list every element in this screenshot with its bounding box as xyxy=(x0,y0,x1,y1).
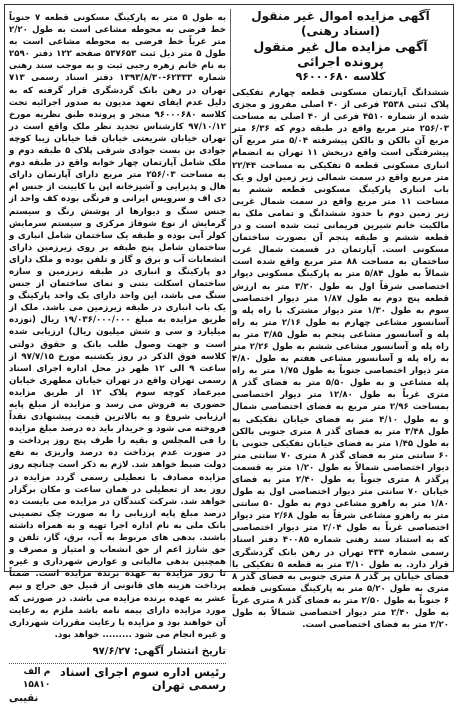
signature-line xyxy=(9,663,226,692)
left-paragraph: به طول ۵ متر به پارکینگ مسکونی قطعه ۷ جنوباً خط فرضی به محوطه مشاعی است به طول ۲/۲۰ متر غرباً خط فرضی به محوطه مشاعی است به طول ۵ متر ذیل ثبت ۵۳۷۶۵۳ صفحه ۱۲۲ دفتر ۲۵۹۰ به نام خانم زهره رجبی ثبت و به موجب سند رهنی شماره ۶۲۳۳۳-۱۳۹۳/۸/۳۰ دفتر اسناد رسمی ۷۱۳ تهران در رهن بانک گردشگری قرار گرفته که به دلیل عدم ایفای تعهد مدیون به صدور اجرائیه تحت کلاسه ۹۶۰۰۰۶۸۰ منجر و پرونده طبق نظریه مورخ ۹۷/۱۰/۱۲ کارشناس تجدید نظر ملک واقع است در تهران خیابان شریعتی خیابان قبا خیابان زیبا کوچه جوادی بن بست جوادی شرقی پلاک ۵ طبقه دوم و ملک شامل آپارتمان چهار خوابه واقع در طبقه دوم به مساحت ۲۵۶/۰۳ متر مربع دارای آپارتمان دارای هال و پذیرایی و آشپزخانه اپن با کابینت از جنس ام دی اف و سرویس ایرانی و فرنگی بوده کف واحد از جنس سنگ و دیوارها از پوشش رنگ و سیستم گرمایش از نوع شوفاژ مرکزی و سیستم سرمایش کولر آبی بوده و طبقه یک ساختمان شامل انباری و ساختمان شامل پنج طبقه بر روی زیرزمین دارای انشعابات آب و برق و گاز و تلفن بوده و ملک دارای دو پارکینگ و انباری در طبقه زیرزمین و سازه ساختمان اسکلت بتنی و نمای ساختمان از جنس سنگ می باشد، این واحد دارای یک واحد پارکینگ و یک باب انباری در طبقه زیرزمین می باشد. ملک از طریق مزایده به مبلغ ۱۹/۰۳۶/۰۰۰/۰۰۰ ریال (نوزده میلیارد و سی و شش میلیون ریال) ارزیابی شده است و جهت وصول طلب بانک و حقوق دولتی کلاسه فوق الذکر در روز یکشنبه مورخ ۹۷/۷/۱۵ از ساعت ۹ الی ۱۲ ظهر در محل اداره اجرای اسناد رسمی تهران واقع در تهران خیابان مطهری خیابان میرعماد کوچه سوم پلاک ۱۲ از طریق مزایده حضوری به فروش می رسد و مزایده از مبلغ پایه ارزیابی شروع و به بالاترین قیمت پیشنهادی نقداً فروخته می شود و خریدار باید ده درصد مبلغ مزایده را فی المجلس و بقیه را ظرف پنج روز پرداخت و در صورت عدم پرداخت ده درصد واریزی به نفع دولت ضبط خواهد شد. لازم به ذکر است چنانچه روز مزایده مصادف با تعطیلی رسمی گردد مزایده در روز بعد از تعطیلی در همان ساعت و مکان برگزار خواهد شد. شرکت کنندگان در مزایده می بایست ده درصد مبلغ پایه ارزیابی را به صورت چک تضمینی بانک ملی به نام اداره اجرا تهیه و به همراه داشته باشند. بدهی های مربوط به آب، برق، گاز، تلفن و حق شارژ اعم از حق انشعاب و امتیاز و مصرف و همچنین بدهی مالیاتی و عوارض شهرداری و غیره تا روز مزایده به عهده برنده مزایده است. ضمناً پرداخت هزینه های قانونی از قبیل حق حراج و نیم عشر به عهده برنده مزایده می باشد. در صورتی که مورد مزایده دارای بیمه نامه باشد ملزم به رعایت آن خواهند بود و مزایده با رعایت مقررات شهرداری و غیره انجام می شود ......... خواهد بود. xyxy=(9,13,227,640)
publish-date: تاریخ انتشار آگهی: ۹۷/۶/۲۷ xyxy=(92,645,226,657)
right-column xyxy=(232,9,450,631)
signer-name: نقیبی xyxy=(9,692,39,704)
notice-title-line1: آگهی مزایده اموال غیر منقول (اسناد رهنی) xyxy=(251,9,430,38)
notice-code: م الف ۱۵۸۱۰ xyxy=(22,666,51,690)
notice-title-line2: آگهی مزایده مال غیر منقول پرونده اجرائی xyxy=(253,39,428,69)
notice-footer xyxy=(9,645,226,705)
signer-title: رئیس اداره سوم اجرای اسناد رسمی تهران xyxy=(59,664,226,692)
left-column-text xyxy=(9,12,226,641)
right-column-text xyxy=(232,87,449,631)
notice-case-number: کلاسه ۹۶۰۰۰۶۸۰ xyxy=(295,70,386,83)
newspaper-notice xyxy=(4,4,454,704)
notice-heading xyxy=(232,9,449,84)
left-column xyxy=(9,9,227,704)
notice-columns xyxy=(9,9,450,704)
right-paragraph: ششدانگ آپارتمان مسکونی قطعه چهارم تفکیکی پلاک ثبتی ۳۵۳۸ فرعی از ۴۰ اصلی مفروز و مجزی شده از شماره ۴۵۱۰ فرعی از ۴۰ اصلی به مساحت ۲۵۶/۰۳ متر مربع واقع در طبقه دوم که ۶/۳۶ متر مربع آن بالکن و بالکن پیشرفته ۵/۰۴ متر مربع آن پیشرفتگی است واقع دریخش ۱۱ تهران به انضمام انباری مسکونی قطعه ۵ تفکیکی به مساحت ۲۲/۴۴ متر مربع واقع در سمت شمالی زیر زمین اول و یک باب انباری پارکینگ مسکونی قطعه ششم به مساحت ۱۱ متر مربع واقع در سمت شمال غربی زیر زمین دوم با حدود ششدانگ و تمامی ملک به مالکیت خانم شیرین فریمانی ثبت شده است و در قطعه ششم و طبقه پنجم آن بصورت ساختمان مسکونی است. آپارتمان در قسمت شمال غرب ساختمان به مساحت ۸۸ متر مربع واقع شده است شمالاً به طول ۵/۸۴ متر به پارکینگ مسکونی دیوار اختصاصی شرقاً اول به طول ۳/۲۰ متر به ارزش قطعه پنج دوم به طول ۱/۸۷ متر دیوار اختصاصی سوم به طول ۱/۳۰ متر دیوار مشترک با راه پله و آسانسور مشاعی چهارم به طول ۲/۱۶ متر به راه پله و آسانسور مشاعی پنجم به طول ۳/۸۵ متر به راه پله و آسانسور مشاعی ششم به طول ۲/۲۶ متر به راه پله و آسانسور مشاعی هفتم به طول ۴/۸۰ متر دیوار اختصاصی جنوباً به طول ۱/۷۵ متر به راه پله مشاعی و به طول ۵/۵۰ متر به فضای گذر ۸ متری غرباً به طول ۱۲/۸۰ متر دیوار اختصاصی بمساحت ۲/۹۶ متر مربع به فضای اختصاصی شمال و به طول ۴/۱۰ متر به فضای خیابان تفکیکی به طول ۳/۴۸ متر به فضای گذر ۸ متری جنوبی بالکن به طول ۱/۴۵ متر به فضای خیابان تفکیکی جنوبی با ۶۰ سانتی متر به فضای گذر ۸ متری ۷۰ سانتی متر دیوار اختصاصی شمالاً به طول ۱/۲۰ متر به قسمت پرگذر ۸ متری جنوباً به طول ۲/۴۰ متر به فضای خیابان ۷۰ سانتی متر دیوار اختصاصی اول به طول ۱/۸۰ متر به راهرو مشاعی دوم به طول ۵۰ سانتی متر به راهرو مشاعی شرقاً به طول ۲/۶۸ متر دیوار اختصاصی غرباً به طول ۲/۰۴ متر دیوار اختصاصی که به استناد سند رهنی شماره ۴۰۰۸۵ دفتر اسناد رسمی شماره ۴۳۴ تهران در رهن بانک گردشگری قرار دارد. به طول ۳/۱۰ متر به قطعه ۵ تفکیکی با فضای خیابان پر گذر ۸ متری جنوبی به فضای گذر ۸ متری به طول ۵/۲۰ متر به پارکینگ مسکونی قطعه ۶ جنوباً به طول ۲/۵۰ متر به فضای گذر ۸ متری غرباً به طول ۲/۴۰ متر دیوار اختصاصی شمالاً به طول ۲/۲۰ متر به فضای اختصاصی است. xyxy=(232,88,450,631)
